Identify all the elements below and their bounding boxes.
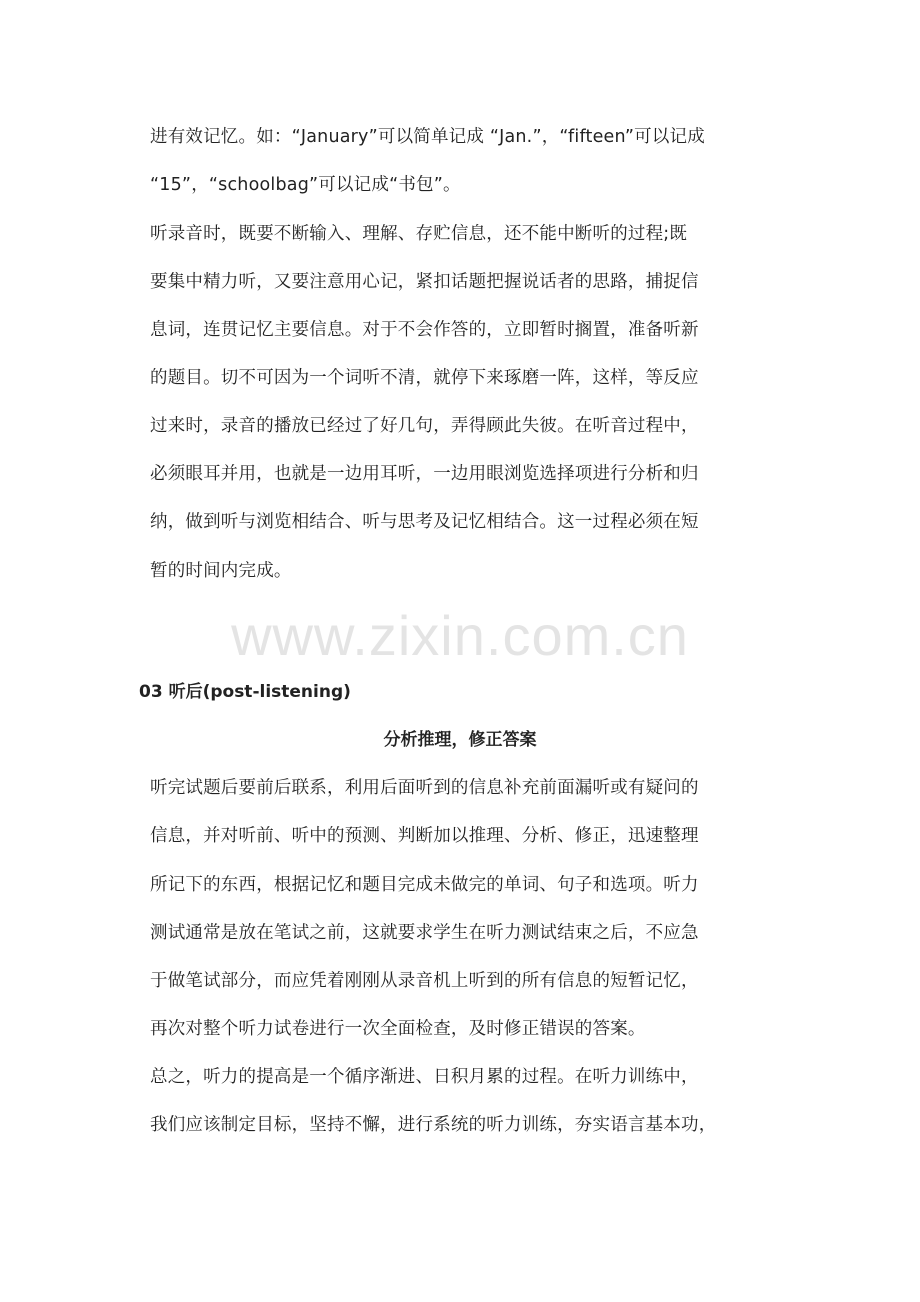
paragraph-2-line-3: 息词，连贯记忆主要信息。对于不会作答的，立即暂时搁置，准备听新: [150, 320, 699, 340]
paragraph-2-line-4: 的题目。切不可因为一个词听不清，就停下来琢磨一阵，这样，等反应: [150, 368, 699, 388]
paragraph-4-line-2: 我们应该制定目标，坚持不懈，进行系统的听力训练，夯实语言基本功，: [150, 1115, 717, 1135]
paragraph-1-line-1: 进有效记忆。如：“January”可以简单记成 “Jan.”，“fifteen”可以记成: [150, 127, 705, 147]
section-subheading: 分析推理，修正答案: [383, 730, 537, 750]
paragraph-2-line-6: 必须眼耳并用，也就是一边用耳听，一边用眼浏览选择项进行分析和归: [150, 464, 699, 484]
paragraph-3-line-6: 再次对整个听力试卷进行一次全面检查，及时修正错误的答案。: [150, 1019, 646, 1039]
paragraph-2-line-2: 要集中精力听，又要注意用心记，紧扣话题把握说话者的思路，捕捉信: [150, 272, 699, 292]
paragraph-3-line-1: 听完试题后要前后联系，利用后面听到的信息补充前面漏听或有疑问的: [150, 778, 699, 798]
paragraph-2-line-5: 过来时，录音的播放已经过了好几句，弄得顾此失彼。在听音过程中，: [150, 416, 699, 436]
paragraph-3-line-2: 信息，并对听前、听中的预测、判断加以推理、分析、修正，迅速整理: [150, 826, 699, 846]
paragraph-2-line-8: 暂的时间内完成。: [150, 561, 292, 581]
watermark: www.zixin.com.cn: [231, 604, 689, 667]
paragraph-2-line-1: 听录音时，既要不断输入、理解、存贮信息，还不能中断听的过程;既: [150, 224, 688, 244]
paragraph-3-line-4: 测试通常是放在笔试之前，这就要求学生在听力测试结束之后，不应急: [150, 923, 699, 943]
paragraph-2-line-7: 纳，做到听与浏览相结合、听与思考及记忆相结合。这一过程必须在短: [150, 512, 699, 532]
paragraph-3-line-5: 于做笔试部分，而应凭着刚刚从录音机上听到的所有信息的短暂记忆，: [150, 971, 699, 991]
paragraph-4-line-1: 总之，听力的提高是一个循序渐进、日积月累的过程。在听力训练中，: [150, 1067, 699, 1087]
paragraph-3-line-3: 所记下的东西，根据记忆和题目完成未做完的单词、句子和选项。听力: [150, 875, 699, 895]
section-heading: 03 听后(post-listening): [139, 682, 351, 702]
paragraph-1-line-2: “15”，“schoolbag”可以记成“书包”。: [150, 175, 461, 195]
